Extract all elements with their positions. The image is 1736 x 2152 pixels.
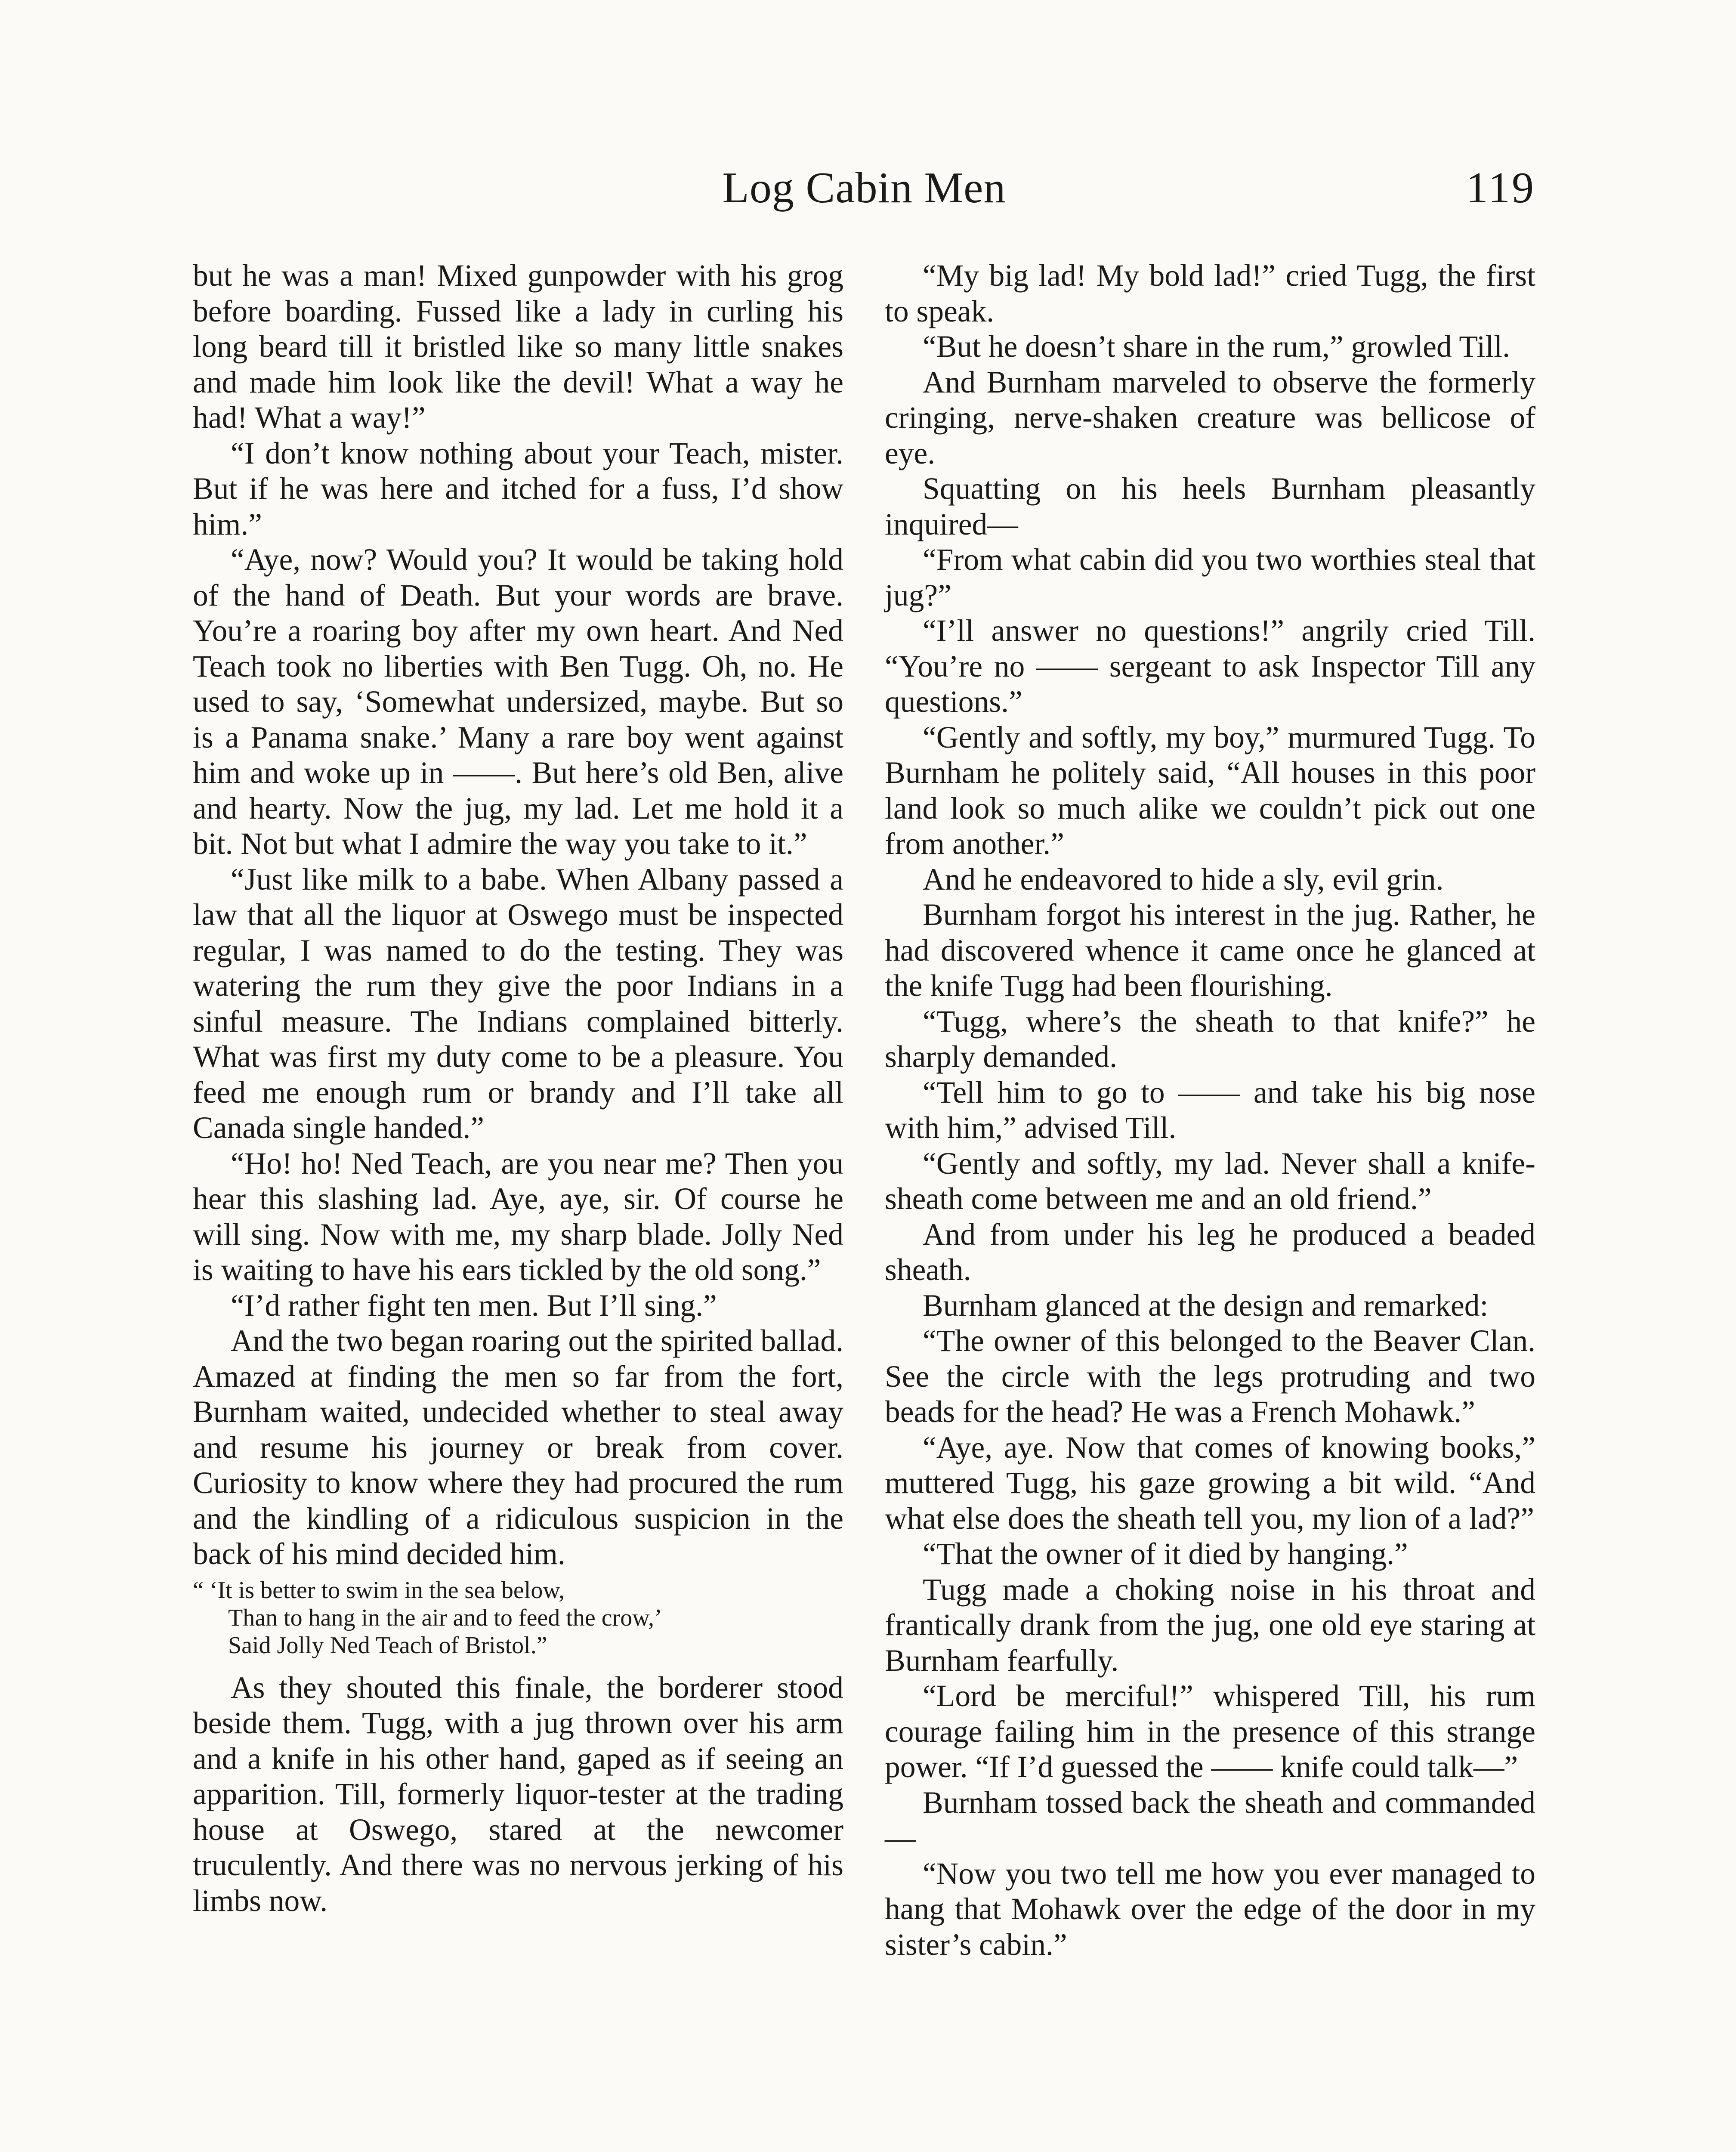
ballad-verse [193,1577,843,1659]
paragraph: “Gently and softly, my lad. Never shall a knife-sheath come between me and an old friend.” [885,1146,1535,1216]
verse-line: Than to hang in the air and to feed the crow,’ [228,1604,662,1631]
paragraph: “Tugg, where’s the sheath to that knife?” he sharply demanded. [885,1004,1535,1074]
verse-line: Said Jolly Ned Teach of Bristol.” [228,1632,547,1659]
paragraph: “My big lad! My bold lad!” cried Tugg, the first to speak. [885,259,1535,328]
paragraph: “Tell him to go to —— and take his big nose with him,” advised Till. [885,1075,1535,1145]
running-head [193,163,1535,223]
paragraph: “But he doesn’t share in the rum,” growled Till. [923,330,1510,364]
paragraph: “I’ll answer no questions!” angrily cried Till. “You’re no —— sergeant to ask Inspector Till any questions.” [885,614,1535,719]
paragraph: And the two began roaring out the spirited ballad. Amazed at finding the men so far from the fort, Burnham waited, undecided whether to steal away and resume his journey or break from cover. Curiosity to know where they had procured the rum and the kindling of a ridiculous suspicion in the back of his mind decided him. [193,1324,843,1571]
paragraph: And Burnham marveled to observe the formerly cringing, nerve-shaken creature was bellicose of eye. [885,365,1535,470]
paragraph: Burnham tossed back the sheath and commanded— [885,1785,1535,1855]
paragraph: Tugg made a choking noise in his throat and frantically drank from the jug, one old eye staring at Burnham fearfully. [885,1572,1535,1678]
paragraph: “That the owner of it died by hanging.” [923,1537,1408,1571]
running-title: Log Cabin Men [722,164,1006,212]
paragraph: “Aye, aye. Now that comes of knowing books,” muttered Tugg, his gaze growing a bit wild. “And what else does the sheath tell you, my lion of a lad?” [885,1430,1535,1536]
paragraph: “Gently and softly, my boy,” murmured Tugg. To Burnham he politely said, “All houses in this poor land look so much alike we couldn’t pick out one from another.” [885,720,1535,861]
paragraph: Burnham forgot his interest in the jug. Rather, he had discovered whence it came once he glanced at the knife Tugg had been flourishing. [885,898,1535,1003]
paragraph: “I’d rather fight ten men. But I’ll sing.” [231,1288,717,1323]
page-number: 119 [1466,164,1535,212]
paragraph: Burnham glanced at the design and remarked: [923,1288,1489,1323]
verse-line: “ ‘It is better to swim in the sea below, [193,1577,565,1604]
paragraph: “Just like milk to a babe. When Albany passed a law that all the liquor at Oswego must be inspected regular, I was named to do the testing. They was watering the rum they give the poor Indians in a sinful measure. The Indians complained bitterly. What was first my duty come to be a pleasure. You feed me enough rum or brandy and I’ll take all Canada single handed.” [193,862,843,1145]
paragraph: “The owner of this belonged to the Beaver Clan. See the circle with the legs protruding and two beads for the head? He was a French Mohawk.” [885,1324,1535,1429]
paragraph: As they shouted this finale, the borderer stood beside them. Tugg, with a jug thrown over his arm and a knife in his other hand, gaped as if seeing an apparition. Till, formerly liquor-tester at the trading house at Oswego, stared at the newcomer truculently. And there was no nervous jerking of his limbs now. [193,1670,843,1918]
left-column [193,258,843,1919]
paragraph: Squatting on his heels Burnham pleasantly inquired— [885,472,1535,541]
paragraph: “From what cabin did you two worthies steal that jug?” [885,543,1535,612]
paragraph: “Now you two tell me how you ever managed to hang that Mohawk over the edge of the door in my sister’s cabin.” [885,1856,1535,1962]
right-column [885,258,1535,1963]
paragraph: And from under his leg he produced a beaded sheath. [885,1217,1535,1287]
paragraph: “Lord be merciful!” whispered Till, his rum courage failing him in the presence of this strange power. “If I’d guessed the —— knife could talk—” [885,1679,1535,1784]
paragraph: “I don’t know nothing about your Teach, mister. But if he was here and itched for a fuss, I’d show him.” [193,436,843,541]
paragraph: “Ho! ho! Ned Teach, are you near me? Then you hear this slashing lad. Aye, aye, sir. Of course he will sing. Now with me, my sharp blade. Jolly Ned is waiting to have his ears tickled by the old song.” [193,1146,843,1287]
paragraph: And he endeavored to hide a sly, evil grin. [923,862,1444,897]
paragraph: but he was a man! Mixed gunpowder with his grog before boarding. Fussed like a lady in curling his long beard till it bristled like so many little snakes and made him look like the devil! What a way he had! What a way!” [193,259,843,435]
paragraph: “Aye, now? Would you? It would be taking hold of the hand of Death. But your words are brave. You’re a roaring boy after my own heart. And Ned Teach took no liberties with Ben Tugg. Oh, no. He used to say, ‘Somewhat undersized, maybe. But so is a Panama snake.’ Many a rare boy went against him and woke up in ——. But here’s old Ben, alive and hearty. Now the jug, my lad. Let me hold it a bit. Not but what I admire the way you take to it.” [193,543,843,861]
